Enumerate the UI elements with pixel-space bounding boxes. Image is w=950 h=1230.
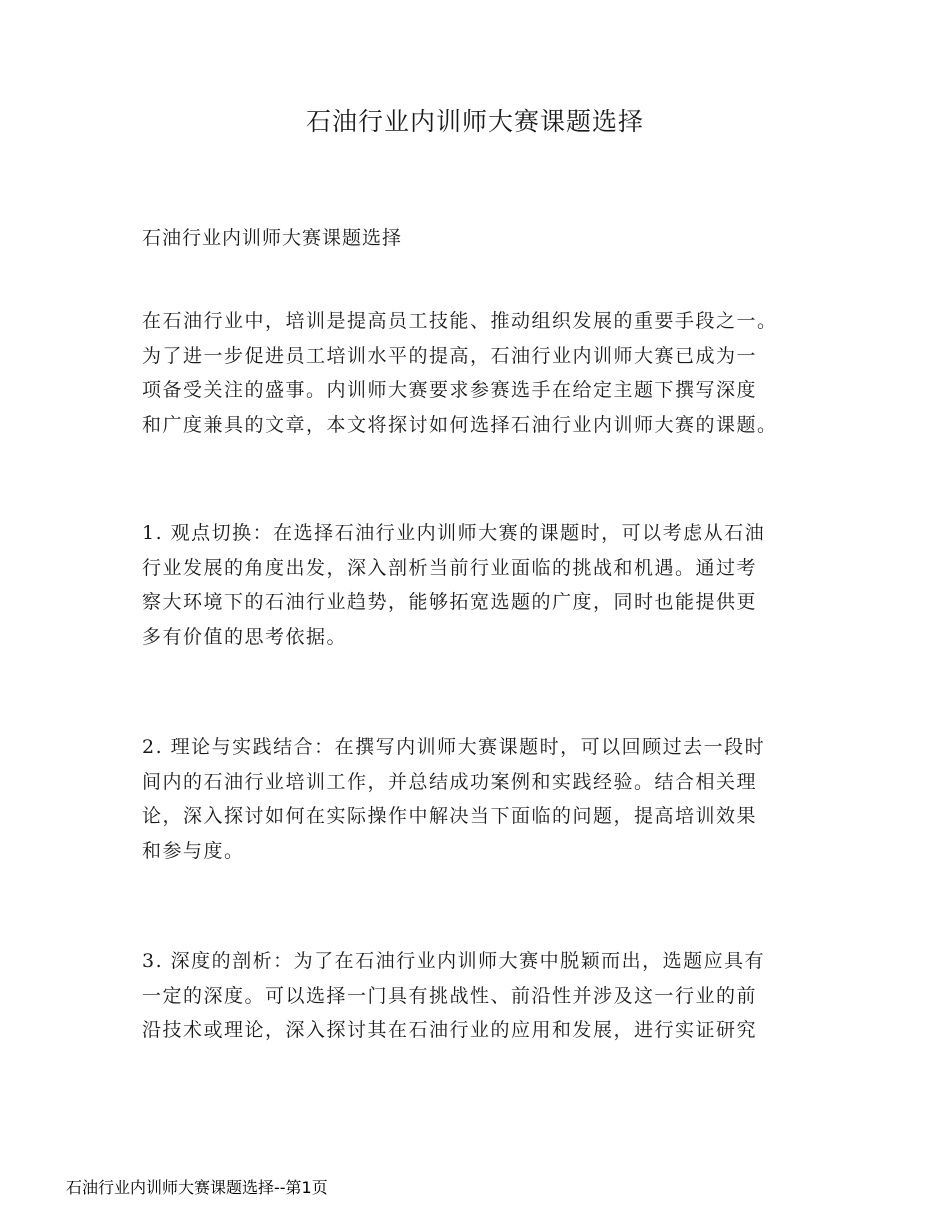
paragraph-line: 3. 深度的剖析：为了在石油行业内训师大赛中脱颖而出，选题应具有 bbox=[142, 950, 766, 972]
paragraph-line: 项备受关注的盛事。内训师大赛要求参赛选手在给定主题下撰写深度 bbox=[142, 379, 758, 401]
paragraph-intro bbox=[142, 304, 862, 442]
paragraph-line: 行业发展的角度出发，深入剖析当前行业面临的挑战和机遇。通过考 bbox=[142, 556, 758, 579]
paragraph-line: 和参与度。 bbox=[142, 839, 245, 862]
page-footer: 石油行业内训师大赛课题选择--第1页 bbox=[66, 1178, 328, 1197]
paragraph-line: 2. 理论与实践结合：在撰写内训师大赛课题时，可以回顾过去一段时 bbox=[142, 736, 766, 758]
paragraph-line: 为了进一步促进员工培训水平的提高，石油行业内训师大赛已成为一 bbox=[142, 344, 758, 367]
paragraph-point-2 bbox=[142, 730, 862, 868]
paragraph-line: 1. 观点切换：在选择石油行业内训师大赛的课题时，可以考虑从石油 bbox=[142, 522, 766, 544]
paragraph-line: 间内的石油行业培训工作，并总结成功案例和实践经验。结合相关理 bbox=[142, 770, 758, 793]
document-subtitle: 石油行业内训师大赛课题选择 bbox=[142, 227, 403, 249]
paragraph-line: 多有价值的思考依据。 bbox=[142, 625, 348, 648]
paragraph-line: 一定的深度。可以选择一门具有挑战性、前沿性并涉及这一行业的前 bbox=[142, 984, 758, 1007]
paragraph-line: 沿技术或理论，深入探讨其在石油行业的应用和发展，进行实证研究 bbox=[142, 1019, 758, 1041]
paragraph-line: 论，深入探讨如何在实际操作中解决当下面临的问题，提高培训效果 bbox=[142, 805, 758, 827]
page-title: 石油行业内训师大赛课题选择 bbox=[305, 107, 644, 136]
paragraph-line: 在石油行业中，培训是提高员工技能、推动组织发展的重要手段之一。 bbox=[142, 310, 778, 332]
paragraph-point-1 bbox=[142, 516, 862, 654]
paragraph-line: 察大环境下的石油行业趋势，能够拓宽选题的广度，同时也能提供更 bbox=[142, 591, 758, 613]
paragraph-line: 和广度兼具的文章，本文将探讨如何选择石油行业内训师大赛的课题。 bbox=[142, 413, 778, 436]
paragraph-point-3 bbox=[142, 944, 862, 1048]
